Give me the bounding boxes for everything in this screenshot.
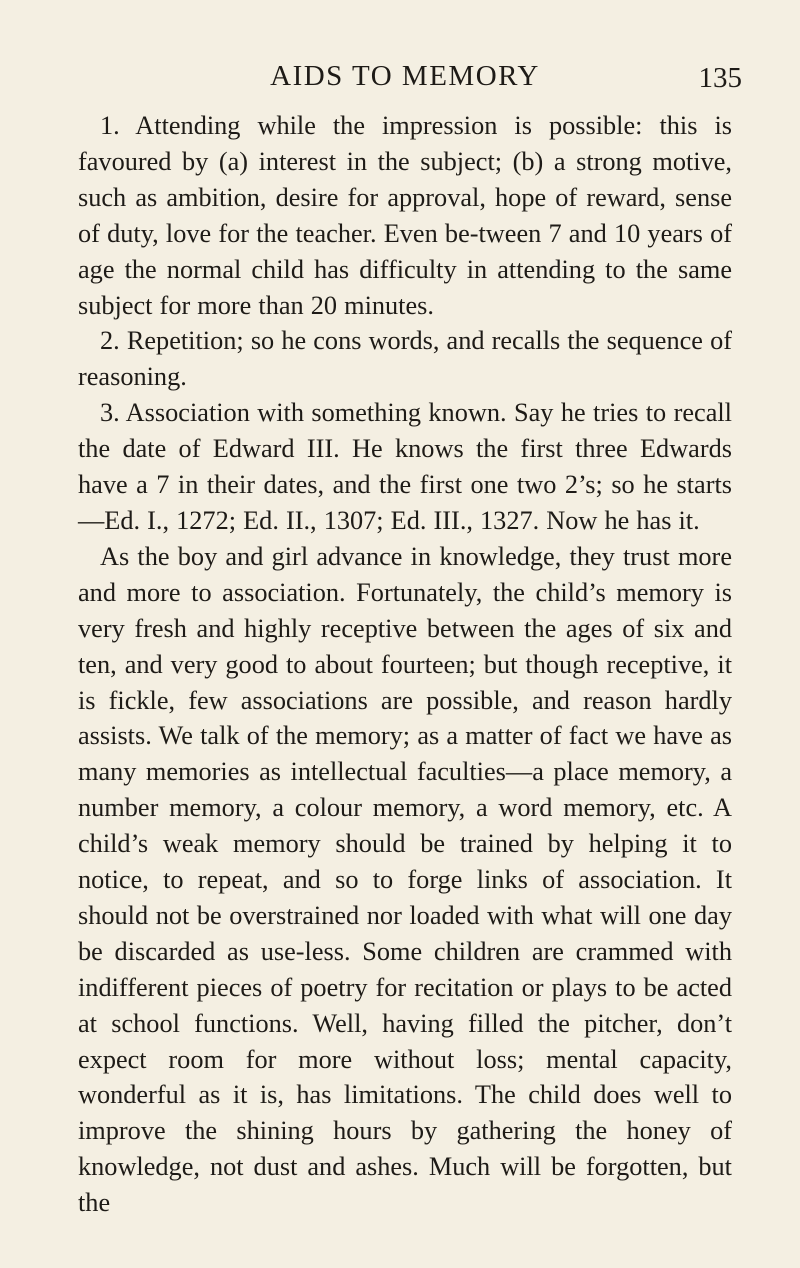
body-text xyxy=(78,108,732,1221)
page-number: 135 xyxy=(698,62,742,94)
running-head xyxy=(78,60,742,96)
paragraph-attending: 1. Attending while the impression is possible: this is favoured by (a) interest in the subject; (b) a strong motive, such as ambition, desire for approval, hope of reward, sense of duty, love for the teacher. Even be-tween 7 and 10 years of age the normal child has difficulty in attending to the same subject for more than 20 minutes. xyxy=(78,111,732,320)
paragraph-repetition: 2. Repetition; so he cons words, and recalls the sequence of reasoning. xyxy=(78,326,732,392)
paragraph-association: 3. Association with something known. Say he tries to recall the date of Edward III. He knows the first three Edwards have a 7 in their dates, and the first one two 2’s; so he starts—Ed. I., 1272; Ed. II., 1307; Ed. III., 1327. Now he has it. xyxy=(78,398,732,535)
running-title: AIDS TO MEMORY xyxy=(270,60,540,92)
paragraph-knowledge: As the boy and girl advance in knowledge, they trust more and more to association. Fortunately, the child’s memory is very fresh and highly receptive between the ages of six and ten, and very good to about fourteen; but though receptive, it is fickle, few associations are possible, and reason hardly assists. We talk of the memory; as a matter of fact we have as many memories as intellectual faculties—a place memory, a number memory, a colour memory, a word memory, etc. A child’s weak memory should be trained by helping it to notice, to repeat, and so to forge links of association. It should not be overstrained nor loaded with what will one day be discarded as use-less. Some children are crammed with indifferent pieces of poetry for recitation or plays to be acted at school functions. Well, having filled the pitcher, don’t expect room for more without loss; mental capacity, wonderful as it is, has limitations. The child does well to improve the shining hours by gathering the honey of knowledge, not dust and ashes. Much will be forgotten, but the xyxy=(78,541,732,1218)
